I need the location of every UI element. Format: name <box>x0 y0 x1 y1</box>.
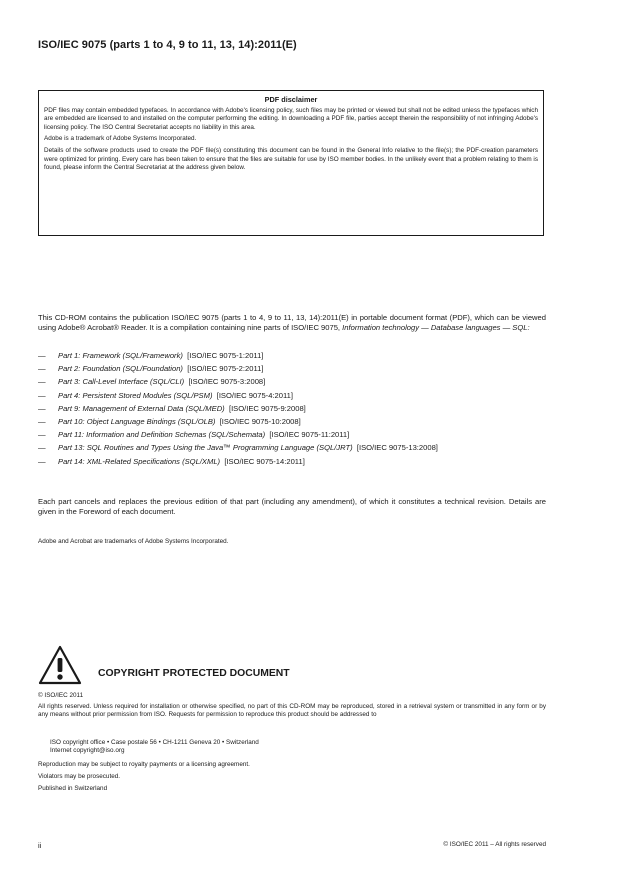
list-dash: — <box>38 351 46 360</box>
part-reference: [ISO/IEC 9075-1:2011] <box>187 351 264 360</box>
disclaimer-title: PDF disclaimer <box>264 95 318 104</box>
disclaimer-paragraph: Details of the software products used to create the PDF file(s) constituting this document can be found in the General Info relative to the file(s); the PDF-creation parameters were optimized for printing. Every care has been taken to ensure that the files are suitable for use by ISO member bodies. In the unlikely event that a problem relating to them is found, please inform the Central Secretariat at the address given below. <box>44 147 538 171</box>
list-dash: — <box>38 364 46 374</box>
list-item <box>38 404 546 417</box>
part-reference: [ISO/IEC 9075-4:2011] <box>216 390 293 400</box>
part-title: Part 2: Foundation (SQL/Foundation) <box>58 364 183 374</box>
list-dash: — <box>38 390 46 400</box>
copyright-line: © ISO/IEC 2011 <box>38 692 84 699</box>
part-title: Part 10: Object Language Bindings (SQL/OLB) <box>58 416 216 426</box>
part-reference: [ISO/IEC 9075-10:2008] <box>219 416 301 426</box>
part-reference: [ISO/IEC 9075-2:2011] <box>187 364 264 374</box>
part-title: Part 11: Information and Definition Schemas (SQL/Schemata) <box>58 430 266 440</box>
list-dash: — <box>38 430 46 440</box>
part-title: Part 1: Framework (SQL/Framework) <box>58 351 183 360</box>
rights-paragraph: All rights reserved. Unless required for installation or otherwise specified, no part of this CD-ROM may be reproduced, stored in a retrieval system or transmitted in any form or by any means without prior permission from ISO. Requests for permission to reproduce this product should be addressed to <box>38 703 546 719</box>
series-title: Information technology — Database languages — SQL: <box>342 323 530 333</box>
list-dash: — <box>38 416 46 426</box>
list-item <box>38 457 546 470</box>
part-reference: [ISO/IEC 9075-9:2008] <box>228 403 306 413</box>
part-title: Part 3: Call-Level Interface (SQL/CLI) <box>58 377 185 387</box>
part-reference: [ISO/IEC 9075-3:2008] <box>188 377 266 387</box>
reproduction-note: Reproduction may be subject to royalty payments or a licensing agreement. <box>38 761 250 768</box>
part-title: Part 13: SQL Routines and Types Using the Java™ Programming Language (SQL/JRT) <box>58 443 353 453</box>
list-item <box>38 391 546 404</box>
intro-paragraph <box>38 313 546 333</box>
part-title: Part 9: Management of External Data (SQL/MED) <box>58 403 225 413</box>
part-title: Part 4: Persistent Stored Modules (SQL/PSM) <box>58 390 213 400</box>
part-title: Part 14: XML-Related Specifications (SQL/XML) <box>58 456 221 466</box>
list-item <box>38 377 546 390</box>
violators-note: Violators may be prosecuted. <box>38 773 121 780</box>
part-reference: [ISO/IEC 9075-14:2011] <box>224 456 305 466</box>
intro-text: This CD-ROM contains the publication ISO/IEC 9075 (parts 1 to 4, 9 to 11, 13, 14):2011(E) in portable document format (PDF), which can be viewed using Adobe® Acrobat® Reader. It is a compilation containing nine parts of ISO/IEC 9075, <box>38 313 546 333</box>
warning-triangle-icon <box>38 645 82 685</box>
list-dash: — <box>38 403 46 413</box>
list-dash: — <box>38 377 46 387</box>
list-item <box>38 364 546 377</box>
cancels-paragraph: Each part cancels and replaces the previous edition of that part (including any amendment), of which it constitutes a technical revision. Details are given in the Foreword of each document. <box>38 497 546 517</box>
list-dash: — <box>38 443 46 453</box>
list-item <box>38 443 546 456</box>
address-internet: Internet copyright@iso.org <box>50 747 125 755</box>
page-number: ii <box>38 841 42 850</box>
document-header-title: ISO/IEC 9075 (parts 1 to 4, 9 to 11, 13, 14):2011(E) <box>38 39 297 51</box>
pdf-disclaimer-box <box>38 90 544 236</box>
disclaimer-paragraph: PDF files may contain embedded typefaces. In accordance with Adobe's licensing policy, such files may be printed or viewed but shall not be edited unless the typefaces which are embedded are licensed to and installed on the computer performing the editing. In downloading a PDF file, parties accept therein the responsibility of not infringing Adobe's licensing policy. The ISO Central Secretariat accepts no liability in this area. <box>44 107 538 131</box>
part-reference: [ISO/IEC 9075-13:2008] <box>356 443 438 453</box>
copyright-heading: COPYRIGHT PROTECTED DOCUMENT <box>98 668 290 679</box>
footer-copyright: © ISO/IEC 2011 – All rights reserved <box>443 841 546 848</box>
part-reference: [ISO/IEC 9075-11:2011] <box>269 430 350 440</box>
copyright-address <box>50 739 259 756</box>
list-item <box>38 430 546 443</box>
list-item <box>38 417 546 430</box>
published-note: Published in Switzerland <box>38 785 108 792</box>
address-line: ISO copyright office • Case postale 56 • CH-1211 Geneva 20 • Switzerland <box>50 739 259 746</box>
list-dash: — <box>38 456 46 466</box>
disclaimer-paragraph: Adobe is a trademark of Adobe Systems Incorporated. <box>44 135 197 143</box>
list-item <box>38 351 546 364</box>
parts-list <box>38 351 546 470</box>
trademark-note: Adobe and Acrobat are trademarks of Adobe Systems Incorporated. <box>38 538 229 545</box>
